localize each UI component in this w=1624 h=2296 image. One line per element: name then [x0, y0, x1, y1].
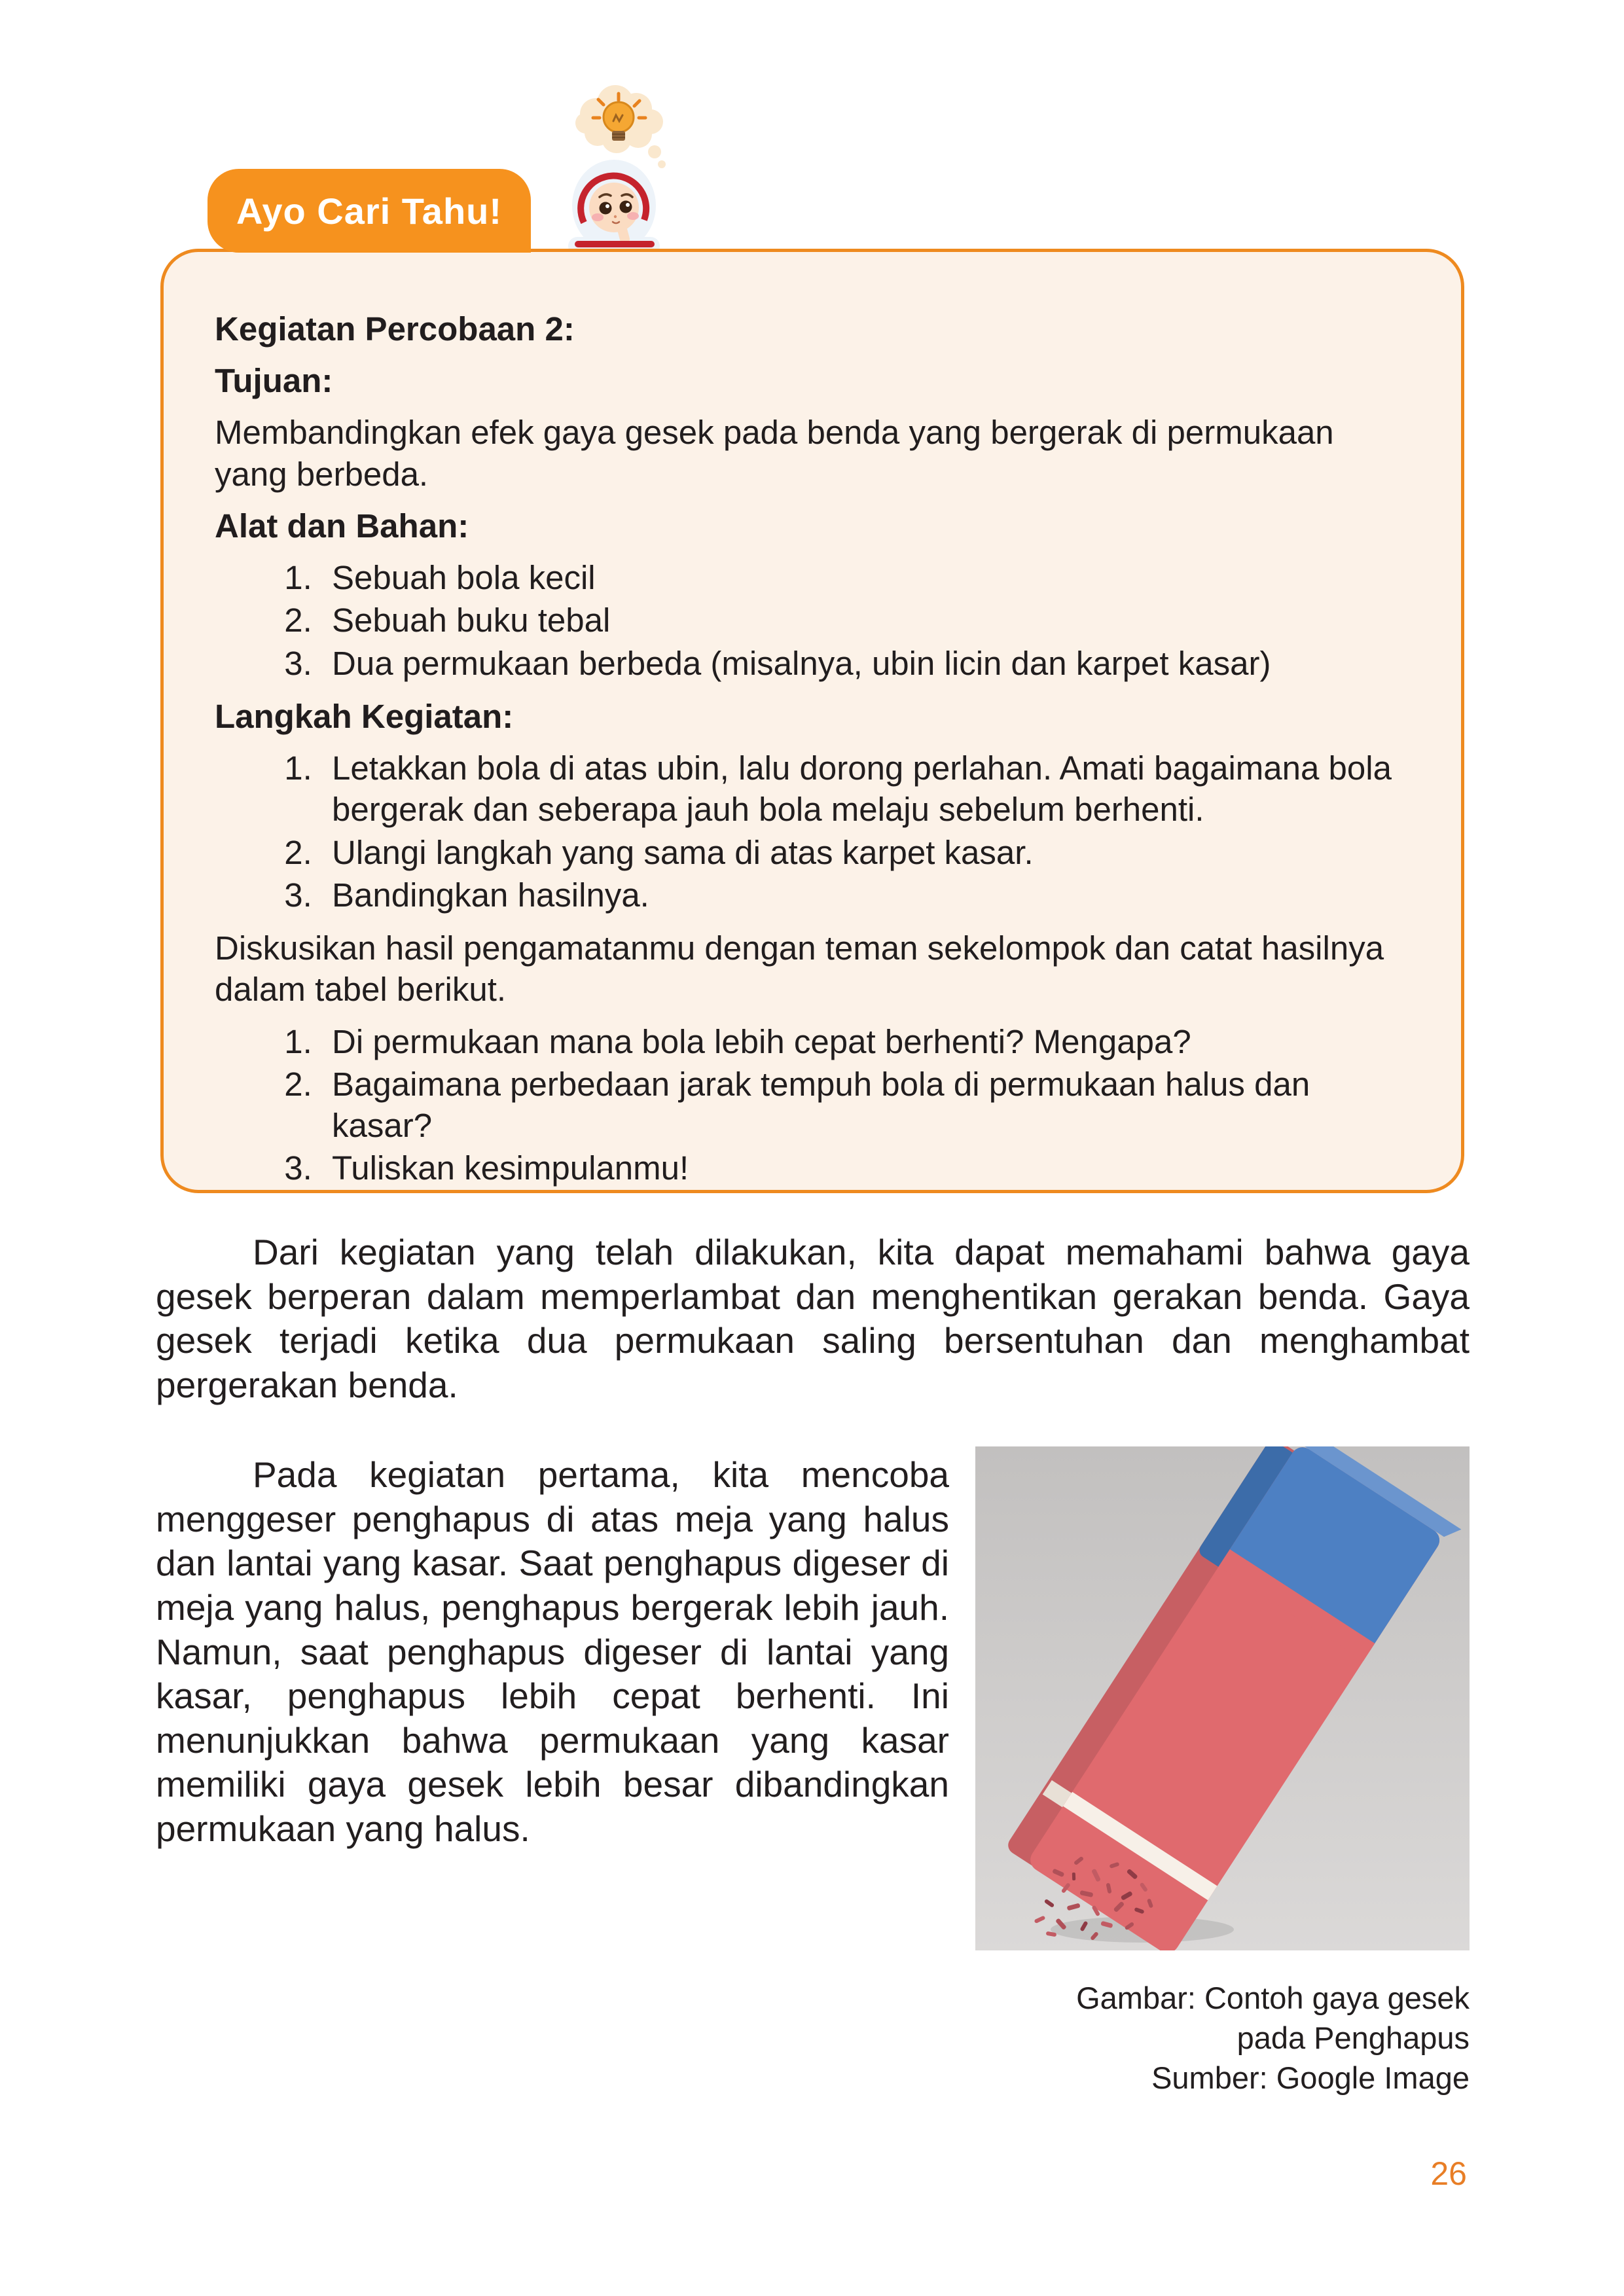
girl-face	[568, 160, 660, 255]
activity-box	[160, 249, 1464, 1193]
list-item: 3. Bandingkan hasilnya.	[321, 874, 1410, 916]
body-section-2	[156, 1446, 1470, 2104]
caption-line: pada Penghapus	[1236, 2020, 1470, 2056]
caption-line: Gambar: Contoh gaya gesek	[1076, 1981, 1470, 2015]
caption-source: Sumber: Google Image	[1151, 2060, 1470, 2096]
list-item: 1. Sebuah bola kecil	[321, 557, 1410, 598]
list-item: 3. Dua permukaan berbeda (misalnya, ubin licin dan karpet kasar)	[321, 643, 1410, 684]
tujuan-heading: Tujuan:	[215, 362, 333, 400]
langkah-heading: Langkah Kegiatan:	[215, 697, 514, 735]
ayo-cari-tahu-badge	[208, 169, 531, 253]
list-item: 1. Di permukaan mana bola lebih cepat berhenti? Mengapa?	[321, 1021, 1410, 1062]
list-item: 1. Letakkan bola di atas ubin, lalu dorong perlahan. Amati bagaimana bola bergerak dan seberapa jauh bola melaju sebelum berhenti.	[321, 747, 1410, 830]
activity-title: Kegiatan Percobaan 2:	[215, 310, 575, 348]
diskusi-list	[215, 1021, 1410, 1189]
body-paragraph-1: Dari kegiatan yang telah dilakukan, kita dapat memahami bahwa gaya gesek berperan dalam memperlambat dan menghentikan gerakan benda. Gaya gesek terjadi ketika dua permukaan saling bersentuhan dan menghambat pergerakan benda.	[156, 1232, 1470, 1405]
badge-label: Ayo Cari Tahu!	[236, 190, 503, 232]
thinking-girl-illustration	[556, 80, 681, 255]
eraser-photo	[975, 1446, 1470, 1950]
figure-caption	[975, 1978, 1470, 2098]
list-item: 2. Ulangi langkah yang sama di atas karpet kasar.	[321, 832, 1410, 873]
langkah-list	[215, 747, 1410, 916]
list-item: 2. Bagaimana perbedaan jarak tempuh bola di permukaan halus dan kasar?	[321, 1064, 1410, 1146]
body-paragraph-2: Pada kegiatan pertama, kita mencoba menggeser penghapus di atas meja yang halus dan lantai yang kasar. Saat penghapus digeser di meja yang halus, penghapus bergerak lebih jauh. Namun, saat penghapus digeser di lantai yang kasar, penghapus lebih cepat berhenti. Ini menunjukkan bahwa permukaan yang kasar memiliki gaya gesek lebih besar dibandingkan permukaan yang halus.	[156, 1454, 949, 1850]
list-item: 3. Tuliskan kesimpulanmu!	[321, 1147, 1410, 1189]
page-number: 26	[1430, 2155, 1467, 2192]
tujuan-text: Membandingkan efek gaya gesek pada benda yang bergerak di permukaan yang berbeda.	[215, 414, 1334, 493]
diskusi-text: Diskusikan hasil pengamatanmu dengan teman sekelompok dan catat hasilnya dalam tabel berikut.	[215, 929, 1384, 1009]
alat-heading: Alat dan Bahan:	[215, 507, 469, 545]
list-item: 2. Sebuah buku tebal	[321, 600, 1410, 641]
thought-cloud	[575, 85, 666, 168]
eraser-figure	[975, 1446, 1470, 2098]
alat-list	[215, 557, 1410, 684]
